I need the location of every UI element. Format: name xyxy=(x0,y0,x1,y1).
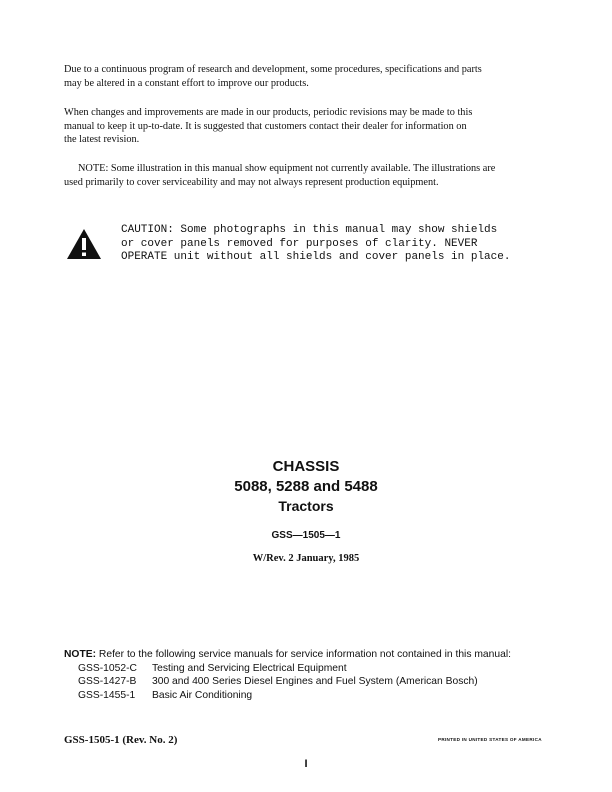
footer-document-id: GSS-1505-1 (Rev. No. 2) xyxy=(64,734,178,746)
reference-title: Basic Air Conditioning xyxy=(152,689,253,701)
revision-date: W/Rev. 2 January, 1985 xyxy=(252,553,360,564)
caution-line: CAUTION: Some photographs in this manual may show shields xyxy=(121,224,498,236)
reference-item xyxy=(64,675,511,689)
page-subtitle: Tractors xyxy=(278,498,334,514)
reference-title: 300 and 400 Series Diesel Engines and Fuel System (American Bosch) xyxy=(152,676,478,687)
note-text: Refer to the following service manuals for service information not contained in this manual: xyxy=(96,649,511,660)
reference-title: Testing and Servicing Electrical Equipment xyxy=(152,662,347,674)
page-title: CHASSIS xyxy=(272,458,340,475)
service-manual-note xyxy=(64,648,511,702)
intro-paragraph-2 xyxy=(64,106,564,147)
intro-note-line: NOTE: Some illustration in this manual show equipment not currently available. The illustrations are xyxy=(78,163,496,174)
model-numbers: 5088, 5288 and 5488 xyxy=(234,478,378,495)
reference-code: GSS-1052-C xyxy=(78,662,137,674)
reference-item xyxy=(64,662,511,676)
note-intro xyxy=(64,648,511,662)
intro-paragraph-2-line: When changes and improvements are made in our products, periodic revisions may be made to this xyxy=(64,107,473,118)
warning-triangle-icon xyxy=(66,228,102,260)
reference-code: GSS-1427-B xyxy=(78,676,137,687)
reference-item xyxy=(64,689,511,703)
note-label: NOTE: xyxy=(64,649,97,660)
page-number: I xyxy=(304,758,308,770)
intro-paragraph-2-line: the latest revision. xyxy=(64,134,140,145)
caution-line: OPERATE unit without all shields and cover panels in place. xyxy=(121,251,511,264)
intro-paragraph-1 xyxy=(64,63,564,90)
intro-note-line: used primarily to cover serviceability and may not always represent production equipment. xyxy=(64,176,439,188)
intro-note-paragraph xyxy=(64,162,564,189)
intro-paragraph-1-line: may be altered in a constant effort to improve our products. xyxy=(64,77,309,89)
document-number: GSS—1505—1 xyxy=(271,530,341,541)
reference-code: GSS-1455-1 xyxy=(78,689,136,701)
intro-paragraph-1-line: Due to a continuous program of research and development, some procedures, specifications and parts xyxy=(64,64,482,75)
caution-line: or cover panels removed for purposes of clarity. NEVER xyxy=(121,237,478,250)
footer-printed-in: PRINTED IN UNITED STATES OF AMERICA xyxy=(438,737,542,742)
caution-message xyxy=(121,224,510,265)
intro-paragraph-2-line: manual to keep it up-to-date. It is suggested that customers contact their dealer for information on xyxy=(64,120,467,132)
